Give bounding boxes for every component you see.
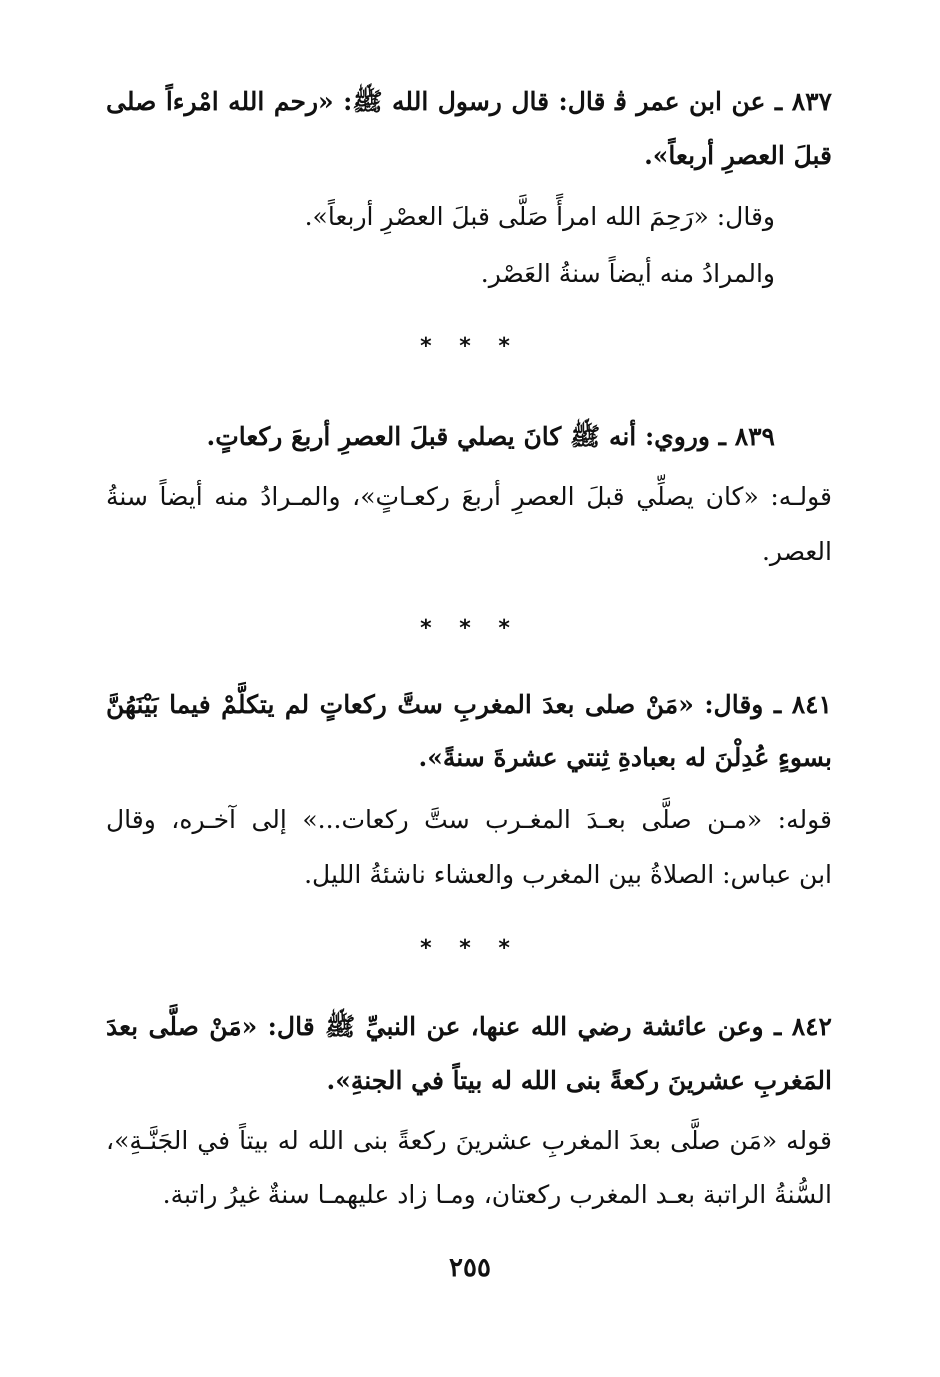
hadith-842-line-1: ٨٤٢ ـ وعن عائشة رضي الله عنها، عن النبيِّ ﷺ قال: «مَنْ صلَّى بعدَ bbox=[106, 1012, 832, 1041]
hadith-841-line-1: ٨٤١ ـ وقال: «مَنْ صلى بعدَ المغربِ ستَّ ركعاتٍ لم يتكلَّمْ فيما بَيْنَهُنَّ bbox=[106, 690, 832, 719]
section-separator: * * * bbox=[420, 334, 520, 359]
section-separator: * * * bbox=[420, 936, 520, 961]
hadith-839-line-1: ٨٣٩ ـ وروي: أنه ﷺ كانَ يصلي قبلَ العصرِ أربعَ ركعاتٍ. bbox=[206, 422, 775, 451]
commentary-841-line-1: قوله: «مـن صلَّى بعـدَ المغـرب ستَّ ركعات...» إلى آخـره، وقال bbox=[106, 805, 832, 834]
commentary-839-line-1: قولـه: «كان يصلِّي قبلَ العصرِ أربعَ ركعـاتٍ»، والمـرادُ منه أيضاً سنةُ bbox=[106, 482, 832, 511]
hadith-842-line-2: المَغربِ عشرينَ ركعةً بنى الله له بيتاً في الجنةِ». bbox=[326, 1066, 832, 1095]
section-separator: * * * bbox=[420, 616, 520, 641]
hadith-837-line-1: ٨٣٧ ـ عن ابن عمر ﭬ قال: قال رسول الله ﷺ: «رحم الله امْرءاً صلى bbox=[106, 87, 832, 116]
commentary-842-line-2: السُّنةُ الراتبة بعـد المغرب ركعتان، ومـا زاد عليهمـا سنةٌ غيرُ راتبة. bbox=[162, 1180, 832, 1209]
hadith-841-line-2: بسوءٍ عُدِلْنَ له بعبادةِ ثِنتي عشرةَ سنةً». bbox=[418, 743, 832, 772]
commentary-837-line-1: وقال: «رَحِمَ الله امرأً صَلَّى قبلَ العصْرِ أربعاً». bbox=[304, 202, 775, 231]
hadith-837-line-2: قبلَ العصرِ أربعاً». bbox=[644, 141, 832, 170]
commentary-837-line-2: والمرادُ منه أيضاً سنةُ العَصْر. bbox=[480, 259, 775, 288]
commentary-839-line-2: العصر. bbox=[761, 537, 832, 566]
commentary-842-line-1: قوله «مَن صلَّى بعدَ المغربِ عشرينَ ركعةً بنى الله له بيتاً في الجَنَّـةِ»، bbox=[106, 1126, 832, 1155]
page-number: ٢٥٥ bbox=[449, 1253, 491, 1283]
commentary-841-line-2: ابن عباس: الصلاةُ بين المغرب والعشاء ناشئةُ الليل. bbox=[304, 860, 832, 889]
